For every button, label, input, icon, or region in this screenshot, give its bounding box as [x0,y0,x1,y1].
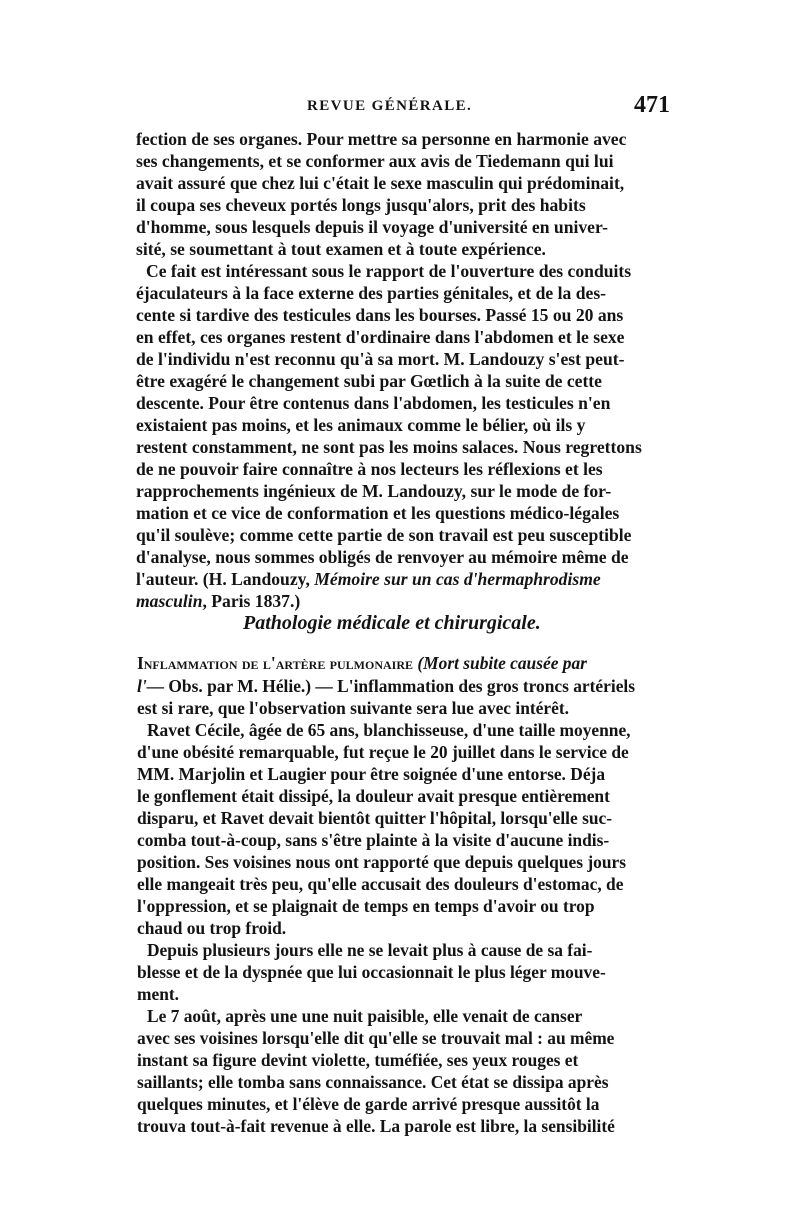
text-line: de ne pouvoir faire connaître à nos lecteurs les réflexions et les [136,459,603,479]
text-line: instant sa figure devint violette, tuméfiée, ses yeux rouges et [137,1050,579,1070]
text-line: position. Ses voisines nous ont rapporté que depuis quelques jours [137,852,626,872]
citation-title: Mémoire sur un cas d'hermaphrodisme [314,569,601,589]
text-line: d'homme, sous lesquels depuis il voyage d'université en univer- [136,217,608,237]
text-line: est si rare, que l'observation suivante sera lue avec intérêt. [137,698,569,718]
section-heading: Pathologie médicale et chirurgicale. [243,612,541,634]
text-line: Ce fait est intéressant sous le rapport de l'ouverture des conduits [146,261,632,281]
text-line: avait assuré que chez lui c'était le sexe masculin qui prédominait, [136,173,625,193]
text-line: d'analyse, nous sommes obligés de renvoyer au mémoire même de [136,547,629,567]
text-line: restent constamment, ne sont pas les moins salaces. Nous regrettons [136,437,642,457]
article-title: Inflammation de l'artère pulmonaire [137,653,414,673]
text-line: Depuis plusieurs jours elle ne se levait plus à cause de sa fai- [147,940,593,960]
citation-line [136,569,601,590]
text-line: Le 7 août, après une une nuit paisible, elle venait de canser [147,1006,583,1026]
text-line: ment. [137,984,180,1004]
text-line: rapprochements ingénieux de M. Landouzy, sur le mode de for- [136,481,612,501]
text-line: saillants; elle tomba sans connaissance. Cet état se dissipa après [137,1072,609,1092]
text-line: d'une obésité remarquable, fut reçue le 20 juillet dans le service de [137,742,629,762]
article-subtitle-end: l' [137,676,147,696]
text-line: blesse et de la dyspnée que lui occasionnait le plus léger mouve- [137,962,606,982]
text-line: Ravet Cécile, âgée de 65 ans, blanchisseuse, d'une taille moyenne, [147,720,631,740]
text-line: de l'individu n'est reconnu qu'à sa mort. M. Landouzy s'est peut- [136,349,625,369]
page-number: 471 [634,92,670,118]
text-line: sité, se soumettant à tout examen et à toute expérience. [136,239,546,259]
text-line: comba tout-à-coup, sans s'être plainte à la visite d'aucune indis- [137,830,610,850]
text-line: l'oppression, et se plaignait de temps en temps d'avoir ou trop [137,896,595,916]
text-line: ses changements, et se conformer aux avis de Tiedemann qui lui [136,151,614,171]
text-line: disparu, et Ravet devait bientôt quitter l'hôpital, lorsqu'elle suc- [137,808,613,828]
citation-prefix: l'auteur. (H. Landouzy, [136,569,315,589]
text-line: existaient pas moins, et les animaux comme le bélier, où ils y [136,415,586,435]
text-line: elle mangeait très peu, qu'elle accusait des douleurs d'estomac, de [137,874,624,894]
text-line: avec ses voisines lorsqu'elle dit qu'elle se trouvait mal : au même [137,1028,615,1048]
text-line: mation et ce vice de conformation et les questions médico-légales [136,503,620,523]
text-line: qu'il soulève; comme cette partie de son travail est peu susceptible [136,525,632,545]
article-title-line [137,653,587,674]
text-line: éjaculateurs à la face externe des parties génitales, et de la des- [136,283,607,303]
text-line: il coupa ses cheveux portés longs jusqu'alors, prit des habits [136,195,586,215]
article-subtitle: (Mort subite causée par [417,653,587,673]
citation-title: masculin [136,591,203,611]
text-line: en effet, ces organes restent d'ordinaire dans l'abdomen et le sexe [136,327,625,347]
text-line: trouva tout-à-fait revenue à elle. La parole est libre, la sensibilité [137,1116,615,1136]
observation-attribution: — Obs. par M. Hélie.) — L'inflammation des gros troncs artériels [146,676,636,696]
text-line: MM. Marjolin et Laugier pour être soignée d'une entorse. Déja [137,764,606,784]
text-line: quelques minutes, et l'élève de garde arrivé presque aussitôt la [137,1094,600,1114]
text-line: chaud ou trop froid. [137,918,287,938]
running-title: REVUE GÉNÉRALE. [307,98,473,114]
text-line: descente. Pour être contenus dans l'abdomen, les testicules n'en [136,393,611,413]
citation-line [136,591,300,612]
text-line: fection de ses organes. Pour mettre sa personne en harmonie avec [136,129,627,149]
text-line: être exagéré le changement subi par Gœtlich à la suite de cette [136,371,602,391]
text-line: le gonflement était dissipé, la douleur avait presque entièrement [137,786,610,806]
running-head [132,92,672,122]
citation-suffix: , Paris 1837.) [202,591,301,611]
text-line [137,676,635,697]
text-line: cente si tardive des testicules dans les bourses. Passé 15 ou 20 ans [136,305,624,325]
